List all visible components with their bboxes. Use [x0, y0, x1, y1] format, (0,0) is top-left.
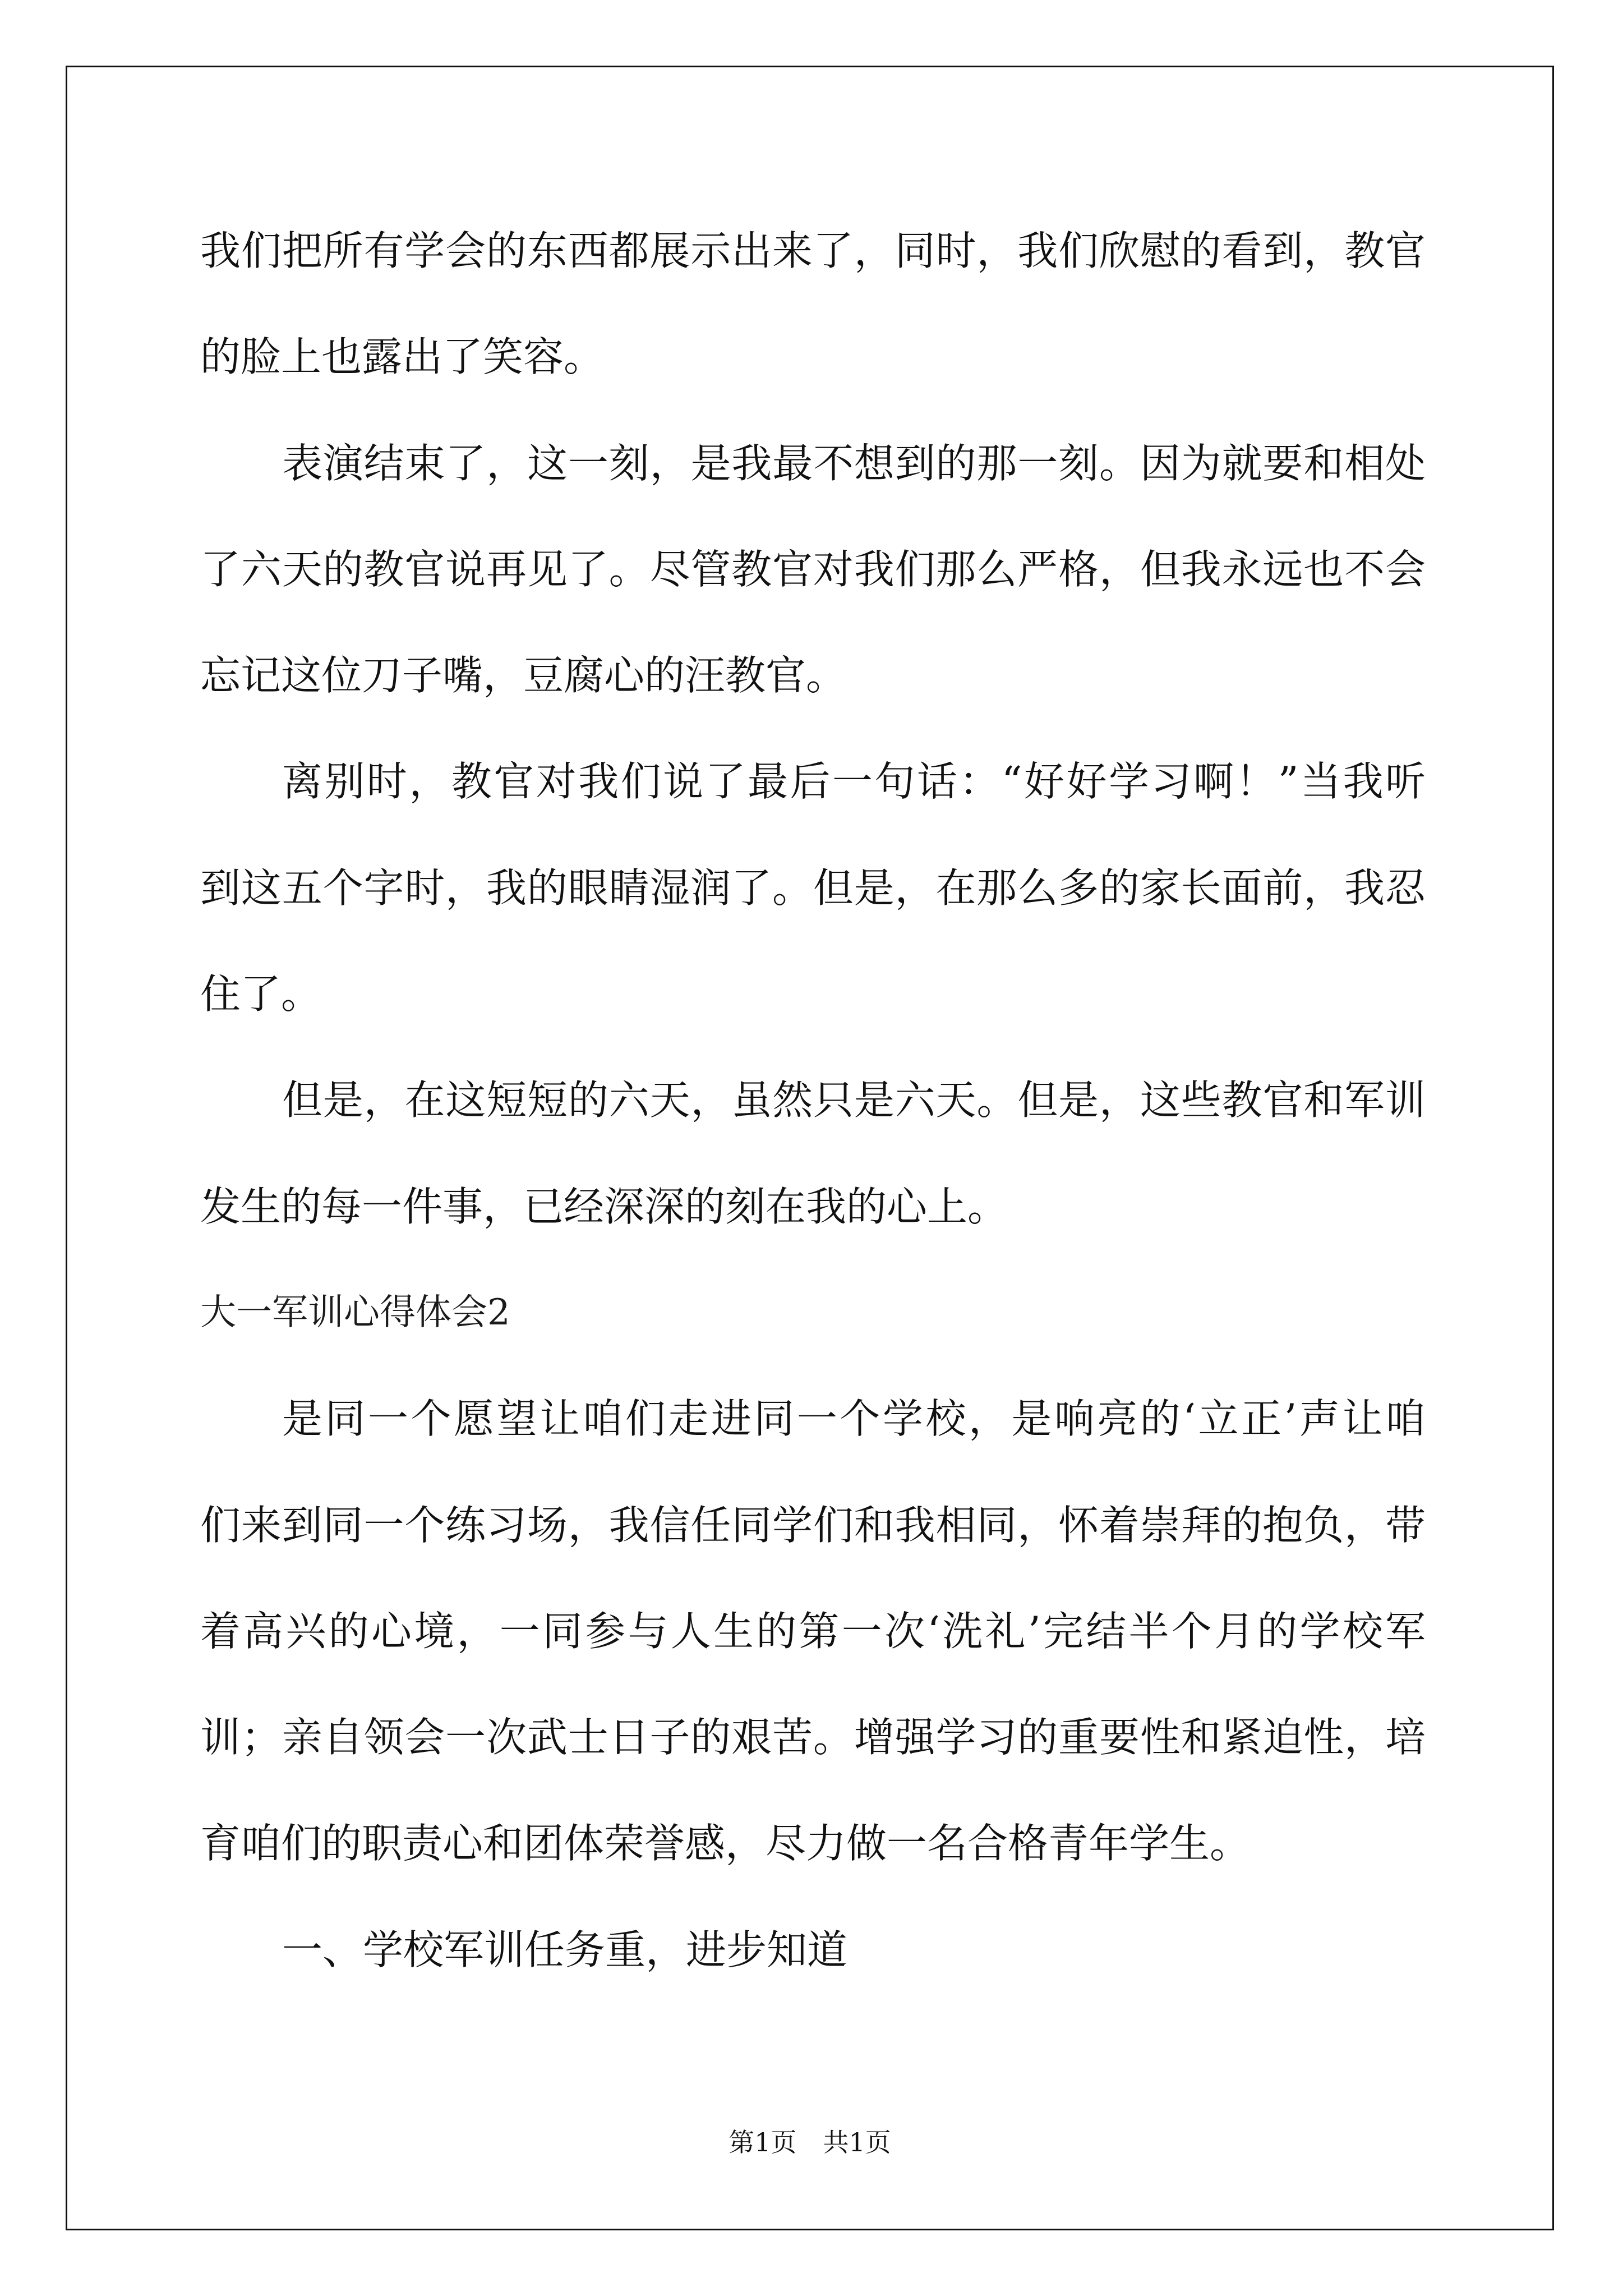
- text-line: 们来到同一个练习场，我信任同学们和我相同，怀着崇拜的抱负，带: [200, 1501, 1426, 1549]
- text-line: 到这五个字时，我的眼睛湿润了。但是，在那么多的家长面前，我忍: [200, 864, 1426, 912]
- paragraph-continuation: [200, 198, 1426, 411]
- text-line: 表演结束了，这一刻，是我最不想到的那一刻。因为就要和相处: [282, 439, 1426, 487]
- text-line: 发生的每一件事，已经深深的刻在我的心上。: [200, 1182, 1008, 1230]
- section-heading-block: [200, 1260, 1426, 1366]
- paragraph: [200, 729, 1426, 1047]
- section-heading: 大一军训心得体会2: [200, 1291, 510, 1333]
- text-line: 忘记这位刀子嘴，豆腐心的汪教官。: [200, 652, 847, 700]
- text-line: 是同一个愿望让咱们走进同一个学校，是响亮的‘立正’声让咱: [282, 1395, 1426, 1443]
- page-number: 第1页: [728, 2127, 797, 2157]
- text-line: 的脸上也露出了笑容。: [200, 333, 605, 381]
- text-line: 但是，在这短短的六天，虽然只是六天。但是，这些教官和军训: [282, 1076, 1426, 1124]
- text-line: 我们把所有学会的东西都展示出来了，同时，我们欣慰的看到，教官: [200, 227, 1426, 274]
- document-body: [200, 198, 1426, 2003]
- paragraph: [200, 1897, 1426, 2003]
- paragraph: [200, 1366, 1426, 1897]
- paragraph: [200, 1047, 1426, 1260]
- text-line: 离别时，教官对我们说了最后一句话：“好好学习啊！”当我听: [282, 758, 1426, 806]
- text-line: 育咱们的职责心和团体荣誉感，尽力做一名合格青年学生。: [200, 1820, 1251, 1867]
- text-line: 了六天的教官说再见了。尽管教官对我们那么严格，但我永远也不会: [200, 545, 1426, 593]
- paragraph: [200, 411, 1426, 729]
- text-line: 一、学校军训任务重，进步知道: [282, 1926, 848, 1973]
- text-line: 住了。: [200, 970, 322, 1018]
- page-footer: [66, 2125, 1554, 2159]
- page-total: 共1页: [823, 2127, 891, 2157]
- text-line: 训；亲自领会一次武士日子的艰苦。增强学习的重要性和紧迫性，培: [200, 1714, 1426, 1761]
- text-line: 着高兴的心境，一同参与人生的第一次‘洗礼’完结半个月的学校军: [200, 1607, 1426, 1655]
